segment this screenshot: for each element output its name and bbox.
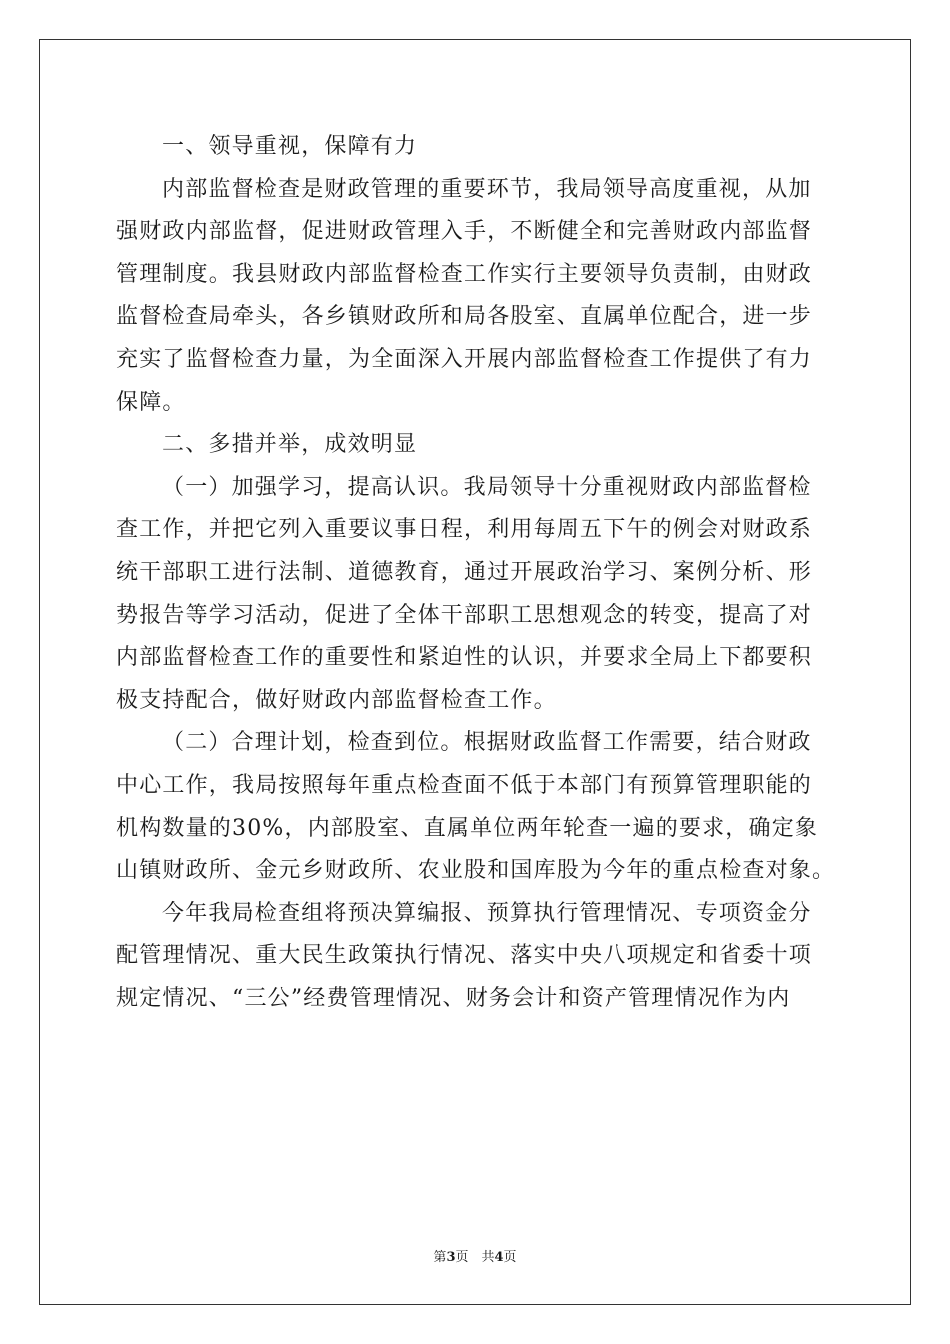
text-line: 管理制度。我县财政内部监督检查工作实行主要领导负责制，由财政 [116, 261, 813, 287]
text-line: 势报告等学习活动，促进了全体干部职工思想观念的转变，提高了对 [116, 602, 813, 628]
text-line: 二、多措并举，成效明显 [162, 432, 418, 458]
text-line: （二）合理计划，检查到位。根据财政监督工作需要，结合财政 [162, 730, 812, 756]
document-body [116, 126, 836, 1020]
text-line: 内部监督检查是财政管理的重要环节，我局领导高度重视，从加 [162, 176, 812, 202]
text-line: 一、领导重视，保障有力 [162, 134, 418, 159]
text-line: 今年我局检查组将预决算编报、预算执行管理情况、专项资金分 [162, 900, 812, 926]
footer-mid: 页 共 [455, 1250, 495, 1265]
text-line: 内部监督检查工作的重要性和紧迫性的认识，并要求全局上下都要积 [116, 645, 813, 671]
text-line: 中心工作，我局按照每年重点检查面不低于本部门有预算管理职能的 [116, 772, 813, 798]
text-line: 监督检查局牵头，各乡镇财政所和局各股室、直属单位配合，进一步 [116, 304, 813, 330]
text-line: 查工作，并把它列入重要议事日程，利用每周五下午的例会对财政系 [116, 517, 813, 543]
text-line: 极支持配合，做好财政内部监督检查工作。 [116, 687, 557, 713]
text-line: 配管理情况、重大民生政策执行情况、落实中央八项规定和省委十项 [116, 943, 813, 969]
text-line: 统干部职工进行法制、道德教育，通过开展政治学习、案例分析、形 [116, 559, 813, 585]
text-line: 机构数量的30%，内部股室、直属单位两年轮查一遍的要求，确定象 [116, 815, 819, 841]
text-line: 保障。 [116, 389, 186, 415]
footer-suffix: 页 [503, 1250, 517, 1265]
text-line: 规定情况、“三公”经费管理情况、财务会计和资产管理情况作为内 [116, 985, 791, 1011]
text-line: 充实了监督检查力量，为全面深入开展内部监督检查工作提供了有力 [116, 346, 813, 372]
page-footer [0, 1246, 950, 1265]
text-line: 山镇财政所、金元乡财政所、农业股和国库股为今年的重点检查对象。 [116, 858, 836, 884]
total-page-number: 4 [494, 1250, 504, 1265]
text-line: 强财政内部监督，促进财政管理入手，不断健全和完善财政内部监督 [116, 219, 813, 245]
text-line: （一）加强学习，提高认识。我局领导十分重视财政内部监督检 [162, 474, 812, 500]
footer-prefix: 第 [433, 1250, 447, 1265]
current-page-number: 3 [446, 1250, 456, 1265]
